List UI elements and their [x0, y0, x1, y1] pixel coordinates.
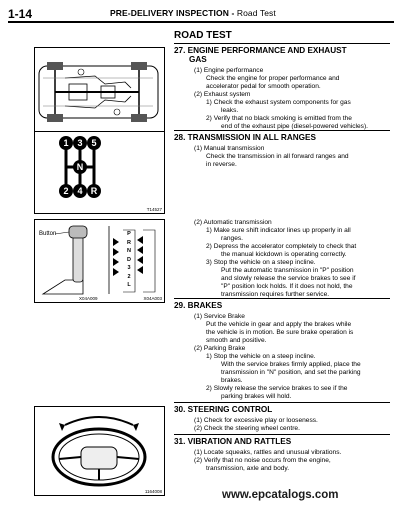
section-29-line: parking brakes will hold.	[221, 393, 292, 400]
section-28-line: (2) Automatic transmission	[194, 219, 272, 226]
figure-code: 1164008	[144, 489, 162, 494]
figure-vehicle-underside	[34, 47, 165, 141]
watermark-url: www.epcatalogs.com	[222, 489, 339, 501]
position-2: 2	[127, 273, 131, 280]
section-28-line: 2) Depress the accelerator completely to check that	[206, 243, 357, 250]
section-29-line: (2) Parking Brake	[194, 345, 246, 352]
steering-wheel-drawing	[35, 407, 164, 495]
section-31-title: 31. VIBRATION AND RATTLES	[174, 437, 292, 446]
header-separator: -	[231, 8, 237, 18]
section-28-line: ranges.	[221, 235, 243, 242]
section-29-line: (1) Service Brake	[194, 313, 245, 320]
section-28-line: transmission requires further service.	[221, 291, 330, 298]
header-rule	[8, 21, 394, 23]
section-28-line: 3) Stop the vehicle on a steep incline.	[206, 259, 316, 266]
section-27-title-line2: GAS	[189, 55, 207, 64]
section-29-line: brakes.	[221, 377, 243, 384]
section-29-line: smooth and positive.	[206, 337, 267, 344]
section-30-title: 30. STEERING CONTROL	[174, 405, 273, 414]
section-29-rule	[174, 298, 390, 299]
section-27-line: Check the engine for proper performance and	[206, 75, 340, 82]
section-29-line: With the service brakes firmly applied, place the	[221, 361, 361, 368]
position-n: N	[127, 248, 131, 254]
section-27-line: end of the exhaust pipe (diesel-powered vehicles).	[221, 123, 368, 130]
section-31-rule	[174, 434, 390, 435]
section-27-line: accelerator pedal for smooth operation.	[206, 83, 321, 90]
section-28-title: 28. TRANSMISSION IN ALL RANGES	[174, 133, 316, 142]
position-3: 3	[127, 265, 131, 271]
button-label: Button	[39, 231, 57, 237]
header-section: PRE-DELIVERY INSPECTION	[110, 8, 229, 18]
section-28-line: the manual kickdown is operating correctly.	[221, 251, 347, 258]
section-29-title: 29. BRAKES	[174, 301, 223, 310]
figure-steering-wheel	[34, 406, 165, 496]
figure-code-b: X04A003	[143, 296, 162, 301]
page-title: ROAD TEST	[174, 30, 232, 41]
figure-code-a: X04A009	[79, 296, 98, 301]
section-30-line: (2) Check the steering wheel centre.	[194, 425, 300, 432]
position-r: R	[127, 239, 131, 246]
section-28-line: (1) Manual transmission	[194, 145, 265, 152]
gear-neutral-badge: N	[73, 160, 87, 174]
section-29-line: the vehicle is in motion. Be sure brake operation is	[206, 329, 354, 336]
section-27-line: (2) Exhaust system	[194, 91, 251, 98]
section-27-line: 2) Verify that no black smoking is emitted from the	[206, 115, 352, 122]
header-subsection: Road Test	[236, 8, 276, 18]
section-31-line: (1) Locate squeaks, rattles and unusual vibrations.	[194, 449, 342, 456]
title-rule	[174, 43, 390, 44]
section-31-line: (2) Verify that no noise occurs from the engine,	[194, 457, 331, 464]
position-l: L	[127, 282, 131, 288]
page-header	[110, 8, 276, 18]
position-p: P	[127, 231, 131, 237]
gear-reverse-badge: R	[87, 184, 101, 198]
figure-code: T14527	[146, 207, 162, 212]
section-31-line: transmission, axle and body.	[206, 465, 290, 472]
vehicle-underside-drawing	[35, 48, 164, 140]
gear-4-badge: 4	[73, 184, 87, 198]
gear-2-badge: 2	[59, 184, 73, 198]
section-27-line: leaks.	[221, 107, 239, 114]
section-29-line: 2) Slowly release the service brakes to see if the	[206, 385, 348, 392]
gear-3-badge: 3	[73, 136, 87, 150]
section-29-line: Put the vehicle in gear and apply the brakes while	[206, 321, 352, 328]
section-28-line: in reverse.	[206, 161, 237, 168]
section-28-line: "P" position lock holds. If it does not hold, the	[221, 283, 353, 290]
position-d: D	[127, 256, 131, 263]
section-30-line: (1) Check for excessive play or looseness.	[194, 417, 318, 424]
shift-position-labels	[124, 230, 134, 290]
section-27-line: (1) Engine performance	[194, 67, 264, 74]
section-30-rule	[174, 402, 390, 403]
gear-5-badge: 5	[87, 136, 101, 150]
section-28-rule	[174, 130, 390, 131]
section-29-line: 1) Stop the vehicle on a steep incline.	[206, 353, 316, 360]
section-28-line: and slowly release the service brakes to see if	[221, 275, 356, 282]
gear-1-badge: 1	[59, 136, 73, 150]
section-28-line: Put the automatic transmission in "P" position	[221, 267, 354, 274]
section-28-line: 1) Make sure shift indicator lines up properly in all	[206, 227, 351, 234]
section-27-title-line1: 27. ENGINE PERFORMANCE AND EXHAUST	[174, 46, 347, 55]
page-number: 1-14	[8, 7, 33, 21]
figure-shift-pattern	[34, 131, 165, 214]
section-29-line: transmission in "N" position, and set the parking	[221, 369, 361, 376]
section-27-line: 1) Check the exhaust system components for gas	[206, 99, 351, 106]
figure-automatic-shifter	[34, 219, 165, 303]
section-28-line: Check the transmission in all forward ranges and	[206, 153, 349, 160]
